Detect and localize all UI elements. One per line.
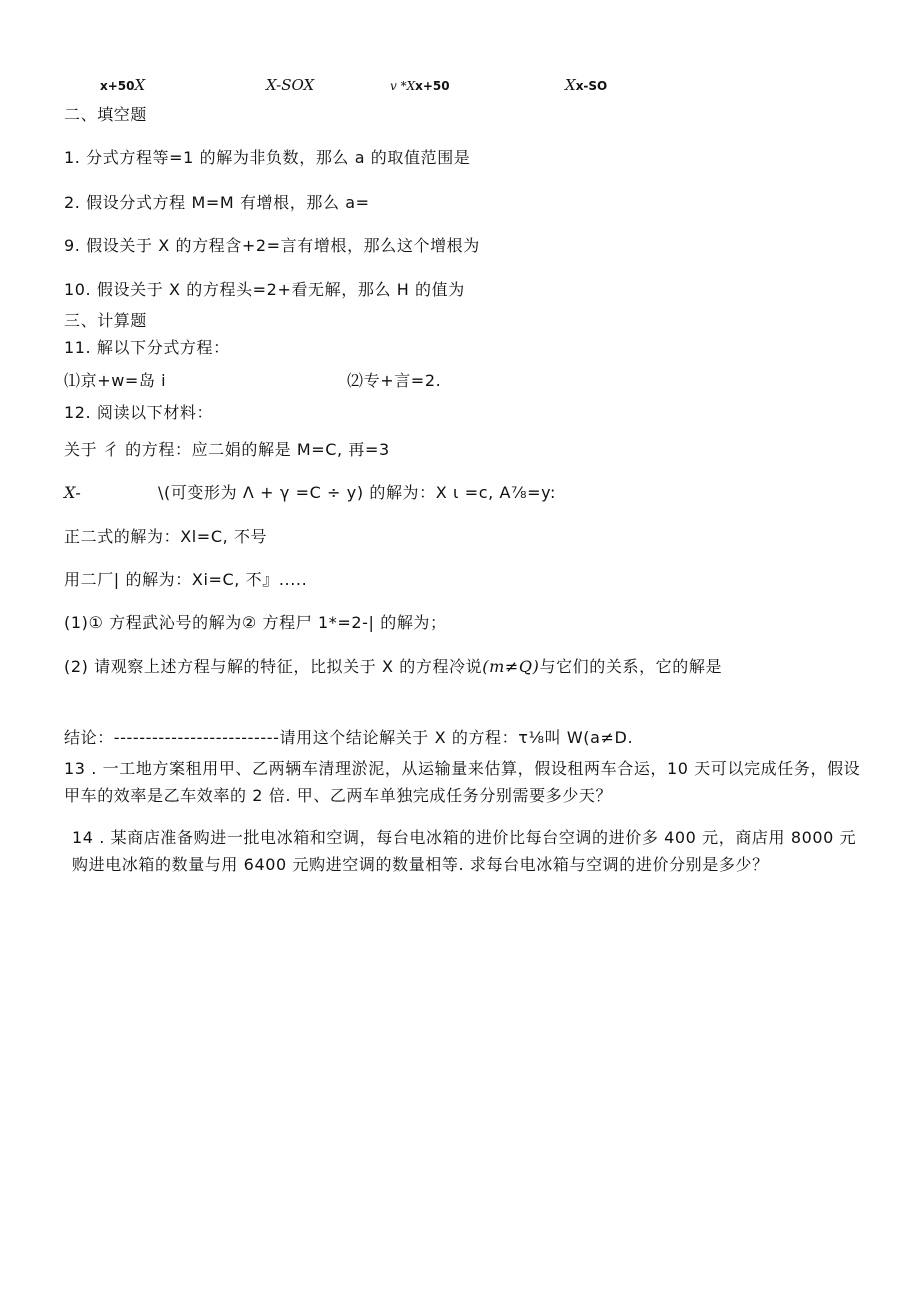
- choice-d-sub: x-SO: [575, 79, 608, 93]
- question-11-part-2: ⑵专+言=2.: [347, 371, 442, 390]
- choice-c: [390, 76, 450, 94]
- question-12-part-2-text: (2) 请观察上述方程与解的特征，比拟关于 X 的方程冷说: [64, 657, 483, 676]
- question-14: 14 . 某商店准备购进一批电冰箱和空调，每台电冰箱的进价比每台空调的进价多 400 元，商店用 8000 元购进电冰箱的数量与用 6400 元购进空调的数量相等. 求每台电冰箱与空调的进价分别是多少？: [72, 828, 857, 874]
- choice-b: X-SOX: [266, 76, 315, 94]
- choice-d-var: X: [565, 76, 576, 94]
- question-11: 11. 解以下分式方程：: [64, 338, 230, 357]
- material-line-2-lead: X-: [64, 483, 82, 502]
- choice-c-sub: x+50: [415, 79, 450, 93]
- material-line-3: 正二式的解为：Xl=C, 不号: [64, 527, 268, 546]
- question-1: 1. 分式方程等=1 的解为非负数，那么 a 的取值范围是: [64, 148, 471, 167]
- choice-c-var: v *X: [390, 79, 416, 93]
- section3-heading: 三、计算题: [64, 311, 148, 330]
- question-13: 13 . 一工地方案租用甲、乙两辆车清理淤泥，从运输量来估算，假设租两车合运，10 天可以完成任务，假设甲车的效率是乙车效率的 2 倍. 甲、乙两车单独完成任务分别需要多少天？: [64, 759, 861, 805]
- question-12: 12. 阅读以下材料：: [64, 403, 214, 422]
- conclusion-line: 结论：--------------------------请用这个结论解关于 X 的方程：τ⅛叫 W(a≠D.: [64, 728, 634, 747]
- question-10: 10. 假设关于 X 的方程头=2+看无解，那么 H 的值为: [64, 280, 465, 299]
- material-line-1: 关于 彳 的方程：应二娟的解是 M=C, 再=3: [64, 440, 390, 459]
- question-12-part-2-tail: 与它们的关系，它的解是: [539, 657, 723, 676]
- material-line-2: \(可变形为 Λ + γ =C ÷ y) 的解为：X ι =c, A⅞=y:: [158, 483, 557, 502]
- section2-heading: 二、填空题: [64, 105, 148, 124]
- material-line-4: 用二厂| 的解为：Xi=C, 不』.....: [64, 570, 308, 589]
- choice-d: [565, 76, 607, 94]
- choice-a: [100, 76, 145, 94]
- question-9: 9. 假设关于 X 的方程含+2=言有增根，那么这个增根为: [64, 236, 480, 255]
- question-2: 2. 假设分式方程 M=M 有增根，那么 a=: [64, 193, 370, 212]
- question-12-part-1: (1)① 方程武沁号的解为② 方程尸 1*=2-| 的解为；: [64, 613, 447, 632]
- question-12-part-2: [64, 657, 722, 677]
- question-12-part-2-condition: (m≠Q): [482, 657, 540, 676]
- question-11-part-1: ⑴京+w=岛 i: [64, 371, 167, 390]
- choice-a-var: X: [134, 76, 146, 94]
- choice-a-sub: x+50: [100, 79, 135, 93]
